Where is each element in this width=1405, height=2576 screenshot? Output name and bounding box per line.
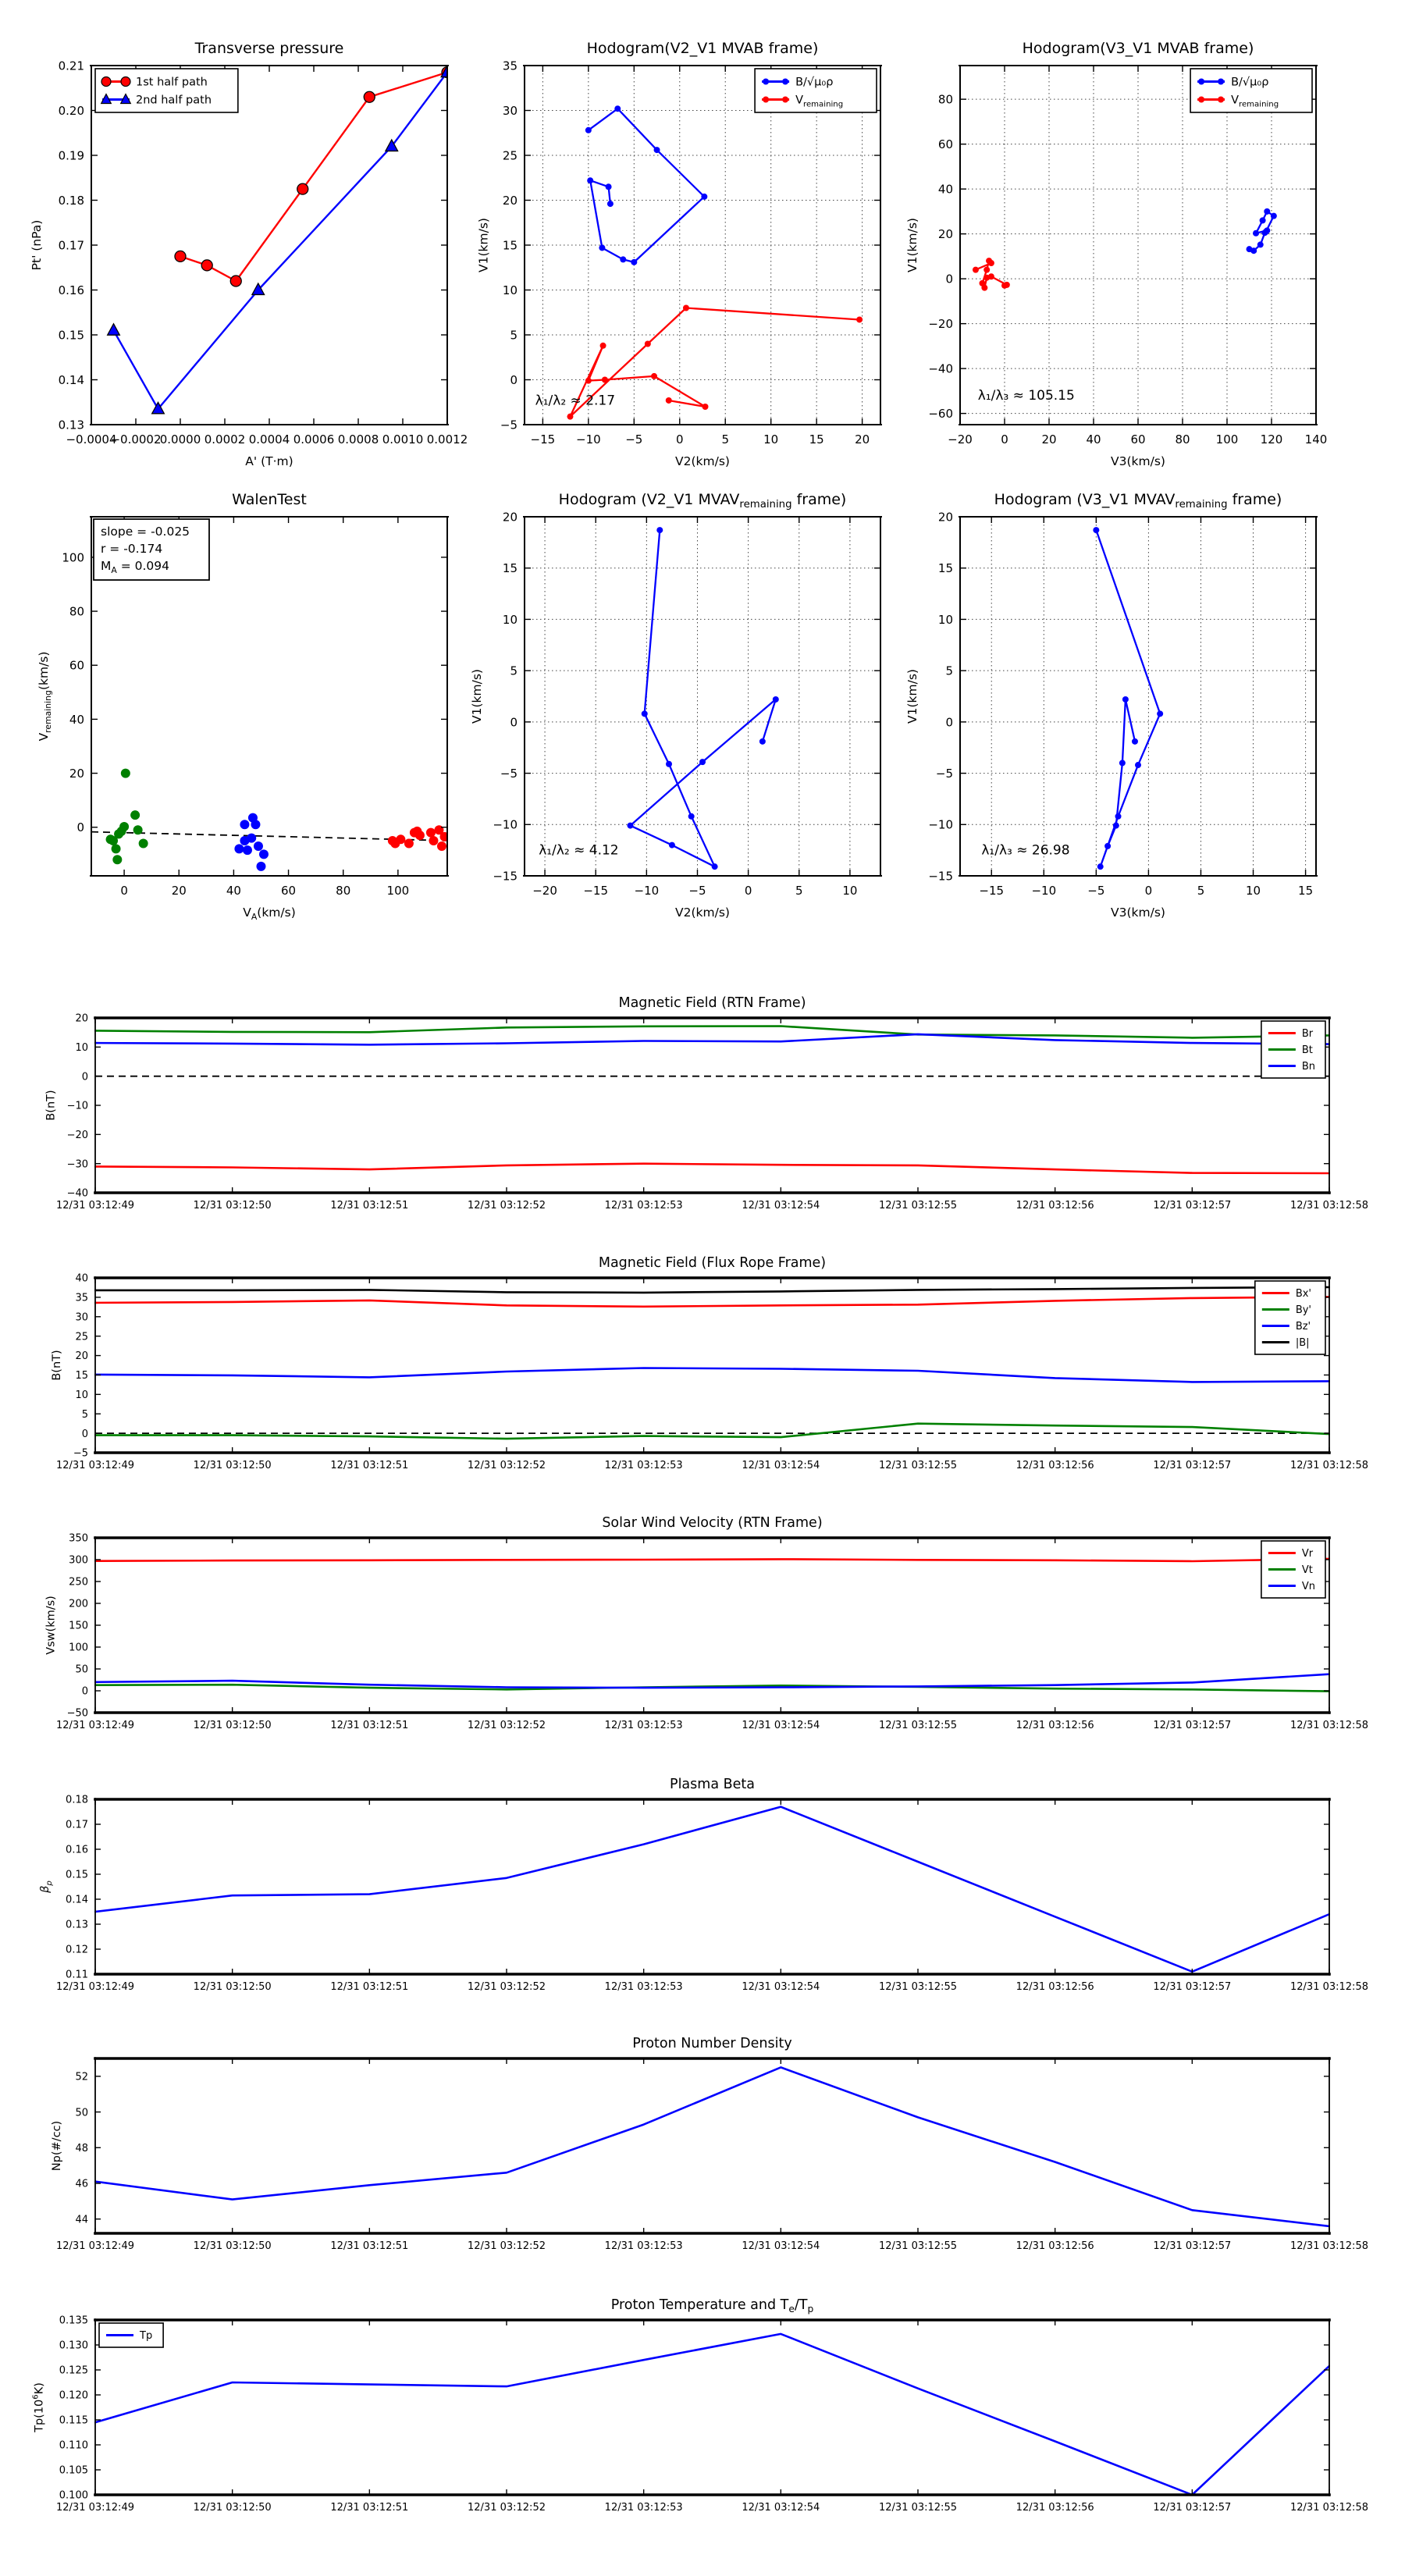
- svg-text:V2(km/s): V2(km/s): [675, 906, 730, 920]
- svg-text:15: 15: [502, 238, 518, 253]
- svg-text:λ₁/λ₃ ≈ 105.15: λ₁/λ₃ ≈ 105.15: [977, 387, 1075, 404]
- svg-text:12/31 03:12:49: 12/31 03:12:49: [56, 1720, 134, 1731]
- svg-text:−15: −15: [928, 869, 953, 884]
- svg-text:12/31 03:12:52: 12/31 03:12:52: [468, 1460, 546, 1471]
- svg-text:0.21: 0.21: [58, 59, 84, 73]
- svg-text:12/31 03:12:52: 12/31 03:12:52: [468, 1981, 546, 1993]
- svg-text:−0.0002: −0.0002: [110, 432, 162, 447]
- svg-text:−40: −40: [928, 361, 953, 376]
- svg-text:12/31 03:12:52: 12/31 03:12:52: [468, 1200, 546, 1212]
- svg-text:Bn: Bn: [1301, 1061, 1316, 1073]
- svg-text:0.120: 0.120: [59, 2389, 88, 2402]
- svg-text:V1(km/s): V1(km/s): [905, 218, 919, 272]
- svg-text:10: 10: [937, 612, 953, 627]
- svg-text:12/31 03:12:54: 12/31 03:12:54: [742, 1460, 820, 1471]
- svg-text:−10: −10: [928, 817, 953, 832]
- svg-text:52: 52: [75, 2071, 88, 2083]
- svg-text:150: 150: [69, 1620, 88, 1632]
- svg-text:0: 0: [1144, 884, 1153, 898]
- magnetic-field-rtn-panel-svg: [0, 980, 1405, 1240]
- svg-text:300: 300: [69, 1554, 88, 1567]
- svg-text:Bt: Bt: [1301, 1044, 1313, 1057]
- svg-text:V1(km/s): V1(km/s): [469, 669, 484, 724]
- svg-text:20: 20: [1041, 432, 1057, 447]
- svg-text:−5: −5: [500, 766, 518, 781]
- svg-text:B(nT): B(nT): [50, 1350, 63, 1381]
- svg-text:0.18: 0.18: [66, 1794, 88, 1806]
- svg-text:12/31 03:12:54: 12/31 03:12:54: [742, 1200, 820, 1212]
- svg-text:−20: −20: [928, 317, 953, 332]
- svg-text:−5: −5: [500, 418, 518, 432]
- svg-text:V3(km/s): V3(km/s): [1111, 454, 1165, 468]
- svg-text:80: 80: [69, 604, 84, 619]
- svg-text:2nd half path: 2nd half path: [136, 94, 212, 107]
- svg-text:1st half path: 1st half path: [136, 76, 208, 89]
- svg-text:20: 20: [937, 227, 953, 242]
- svg-text:Vremaining: $V_{remaining}$: [1231, 94, 1279, 109]
- svg-text:0: 0: [76, 820, 84, 835]
- svg-text:Transverse pressure: Transverse pressure: [194, 40, 344, 57]
- svg-text:20: 20: [502, 193, 518, 208]
- svg-text:Tp(106K): $Tp(10^6K)$: [31, 2382, 46, 2432]
- svg-text:Hodogram (V2_V1 MVAVremaining: Hodogram (V2_V1 $MVAV_{remaining}$ frame): [558, 491, 847, 511]
- svg-text:12/31 03:12:53: 12/31 03:12:53: [604, 1720, 683, 1731]
- svg-text:15: 15: [75, 1370, 88, 1382]
- svg-text:5: 5: [510, 664, 518, 678]
- svg-text:B(nT): B(nT): [44, 1090, 58, 1121]
- solar-wind-velocity-panel-svg: [0, 1500, 1405, 1759]
- svg-text:46: 46: [75, 2178, 88, 2190]
- svg-text:12/31 03:12:50: 12/31 03:12:50: [193, 1981, 272, 1993]
- solar-wind-velocity-panel: [0, 1500, 1405, 1759]
- svg-text:−10: −10: [1031, 884, 1057, 898]
- svg-text:60: 60: [69, 658, 84, 673]
- svg-text:12/31 03:12:54: 12/31 03:12:54: [742, 2502, 820, 2514]
- svg-text:0: 0: [120, 884, 128, 898]
- svg-text:λ₁/λ₂ ≈ 2.17: λ₁/λ₂ ≈ 2.17: [535, 393, 616, 409]
- svg-text:100: 100: [1215, 432, 1239, 447]
- svg-text:Bx': Bx': [1295, 1288, 1312, 1300]
- svg-text:0: 0: [510, 715, 518, 730]
- svg-text:−5: −5: [688, 884, 706, 898]
- svg-text:−5: −5: [1087, 884, 1105, 898]
- svg-text:12/31 03:12:56: 12/31 03:12:56: [1016, 1200, 1094, 1212]
- svg-text:12/31 03:12:56: 12/31 03:12:56: [1016, 1460, 1094, 1471]
- svg-text:12/31 03:12:55: 12/31 03:12:55: [879, 1460, 957, 1471]
- svg-text:0.17: 0.17: [66, 1819, 88, 1831]
- svg-text:Bz': Bz': [1295, 1321, 1311, 1333]
- svg-text:12/31 03:12:53: 12/31 03:12:53: [604, 2240, 683, 2252]
- svg-text:−50: −50: [66, 1707, 88, 1720]
- svg-text:Hodogram(V2_V1 MVAB frame): Hodogram(V2_V1 MVAB frame): [586, 40, 819, 57]
- svg-text:V2(km/s): V2(km/s): [675, 454, 730, 468]
- svg-text:0: 0: [81, 1428, 88, 1440]
- svg-text:12/31 03:12:53: 12/31 03:12:53: [604, 1460, 683, 1471]
- svg-text:15: 15: [937, 561, 953, 576]
- svg-text:5: 5: [795, 884, 803, 898]
- svg-text:12/31 03:12:50: 12/31 03:12:50: [193, 1200, 272, 1212]
- svg-text:λ₁/λ₃ ≈ 26.98: λ₁/λ₃ ≈ 26.98: [981, 842, 1070, 859]
- svg-text:0.105: 0.105: [59, 2464, 88, 2477]
- hodogram-v3v1-mvab-plot-svg: [869, 0, 1405, 490]
- svg-text:12/31 03:12:57: 12/31 03:12:57: [1153, 1720, 1232, 1731]
- svg-text:V1(km/s): V1(km/s): [476, 218, 491, 272]
- svg-text:−20: −20: [948, 432, 973, 447]
- svg-text:30: 30: [75, 1311, 88, 1324]
- svg-text:12/31 03:12:57: 12/31 03:12:57: [1153, 1981, 1232, 1993]
- svg-text:0.130: 0.130: [59, 2339, 88, 2352]
- svg-text:Solar Wind Velocity (RTN Frame: Solar Wind Velocity (RTN Frame): [602, 1515, 823, 1531]
- svg-text:50: 50: [75, 2107, 88, 2119]
- svg-text:0.13: 0.13: [58, 418, 84, 432]
- svg-text:40: 40: [1086, 432, 1101, 447]
- svg-text:12/31 03:12:49: 12/31 03:12:49: [56, 2502, 134, 2514]
- svg-text:Pt' (nPa): Pt' (nPa): [30, 219, 44, 271]
- svg-text:0.16: 0.16: [58, 283, 84, 297]
- svg-text:350: 350: [69, 1532, 88, 1545]
- svg-text:r = -0.174: r = -0.174: [101, 542, 163, 556]
- svg-text:Proton Temperature and Te/Tp: Proton Temperature and $T_e/T_p$: [610, 2297, 814, 2314]
- svg-text:12/31 03:12:53: 12/31 03:12:53: [604, 1981, 683, 1993]
- svg-text:0.14: 0.14: [66, 1894, 88, 1906]
- svg-text:Plasma Beta: Plasma Beta: [670, 1777, 755, 1792]
- svg-text:60: 60: [281, 884, 297, 898]
- svg-text:60: 60: [937, 137, 953, 152]
- svg-text:12/31 03:12:52: 12/31 03:12:52: [468, 2240, 546, 2252]
- svg-text:10: 10: [842, 884, 858, 898]
- svg-text:12/31 03:12:51: 12/31 03:12:51: [330, 1460, 409, 1471]
- svg-text:0.0010: 0.0010: [382, 432, 424, 447]
- svg-text:0.15: 0.15: [58, 328, 84, 343]
- svg-text:A' (T·m): A' (T·m): [245, 454, 293, 468]
- svg-text:Vr: Vr: [1301, 1548, 1314, 1560]
- svg-text:12/31 03:12:49: 12/31 03:12:49: [56, 1200, 134, 1212]
- svg-text:0.0006: 0.0006: [293, 432, 335, 447]
- svg-text:12/31 03:12:51: 12/31 03:12:51: [330, 1981, 409, 1993]
- svg-text:B/√μ₀ρ: B/√μ₀ρ: [795, 76, 834, 89]
- svg-text:Vsw(km/s): Vsw(km/s): [44, 1596, 58, 1655]
- svg-text:12/31 03:12:51: 12/31 03:12:51: [330, 2502, 409, 2514]
- svg-text:12/31 03:12:54: 12/31 03:12:54: [742, 1720, 820, 1731]
- svg-text:12/31 03:12:52: 12/31 03:12:52: [468, 1720, 546, 1731]
- hodogram-v2v1-mvab-plot: [433, 0, 933, 490]
- svg-text:12/31 03:12:53: 12/31 03:12:53: [604, 2502, 683, 2514]
- svg-text:Hodogram (V3_V1 MVAVremaining: Hodogram (V3_V1 $MVAV_{remaining}$ frame): [994, 491, 1282, 511]
- svg-text:12/31 03:12:56: 12/31 03:12:56: [1016, 1720, 1094, 1731]
- svg-text:12/31 03:12:57: 12/31 03:12:57: [1153, 2240, 1232, 2252]
- svg-text:5: 5: [945, 664, 953, 678]
- svg-text:By': By': [1295, 1304, 1312, 1317]
- svg-text:βp: $\beta_p$: [38, 1880, 54, 1893]
- svg-text:12/31 03:12:56: 12/31 03:12:56: [1016, 2240, 1094, 2252]
- svg-text:20: 20: [937, 510, 953, 525]
- svg-text:Magnetic Field (RTN Frame): Magnetic Field (RTN Frame): [618, 995, 806, 1011]
- svg-text:50: 50: [75, 1663, 88, 1676]
- svg-text:−15: −15: [979, 884, 1005, 898]
- svg-text:Vremaining(km/s): $V_{remaining}(km/s)$: [36, 651, 53, 742]
- svg-text:12/31 03:12:52: 12/31 03:12:52: [468, 2502, 546, 2514]
- svg-text:−20: −20: [66, 1130, 88, 1142]
- svg-text:10: 10: [75, 1389, 88, 1402]
- plasma-beta-panel-svg: [0, 1761, 1405, 2021]
- svg-text:0.115: 0.115: [59, 2414, 88, 2427]
- svg-text:12/31 03:12:50: 12/31 03:12:50: [193, 2240, 272, 2252]
- svg-text:200: 200: [69, 1598, 88, 1610]
- svg-text:Vremaining: $V_{remaining}$: [795, 94, 844, 109]
- svg-text:20: 20: [171, 884, 187, 898]
- svg-text:12/31 03:12:53: 12/31 03:12:53: [604, 1200, 683, 1212]
- svg-text:140: 140: [1304, 432, 1328, 447]
- svg-text:−10: −10: [634, 884, 660, 898]
- svg-text:48: 48: [75, 2142, 88, 2154]
- svg-text:10: 10: [75, 1042, 88, 1055]
- svg-text:−10: −10: [493, 817, 518, 832]
- magnetic-field-flux-rope-panel: [0, 1240, 1405, 1500]
- svg-text:Proton Number Density: Proton Number Density: [632, 2036, 792, 2051]
- proton-temperature-panel: [0, 2282, 1405, 2542]
- svg-text:20: 20: [75, 1350, 88, 1363]
- svg-text:0: 0: [510, 372, 518, 387]
- svg-text:slope = -0.025: slope = -0.025: [101, 525, 190, 539]
- svg-text:80: 80: [937, 92, 953, 107]
- svg-text:80: 80: [1175, 432, 1190, 447]
- svg-text:MA = 0.094: $M_A = 0.094$: [101, 559, 170, 575]
- svg-text:12/31 03:12:58: 12/31 03:12:58: [1290, 1981, 1368, 1993]
- svg-text:−40: −40: [66, 1187, 88, 1200]
- svg-text:100: 100: [386, 884, 410, 898]
- svg-text:0.16: 0.16: [66, 1844, 88, 1856]
- svg-text:10: 10: [763, 432, 779, 447]
- svg-text:12/31 03:12:49: 12/31 03:12:49: [56, 1981, 134, 1993]
- plasma-beta-panel: [0, 1761, 1405, 2021]
- svg-text:V1(km/s): V1(km/s): [905, 669, 919, 724]
- svg-text:40: 40: [75, 1272, 88, 1285]
- svg-text:0.13: 0.13: [66, 1919, 88, 1931]
- svg-text:−30: −30: [66, 1158, 88, 1171]
- magnetic-field-flux-rope-panel-svg: [0, 1240, 1405, 1500]
- svg-text:0.0012: 0.0012: [426, 432, 468, 447]
- svg-text:−0.0004: −0.0004: [66, 432, 117, 447]
- hodogram-v3v1-mvav-plot-svg: [869, 451, 1405, 941]
- svg-text:λ₁/λ₂ ≈ 4.12: λ₁/λ₂ ≈ 4.12: [539, 842, 619, 859]
- svg-text:Tp: Tp: [140, 2330, 153, 2343]
- svg-text:−15: −15: [493, 869, 518, 884]
- svg-text:−60: −60: [928, 407, 953, 422]
- svg-text:−15: −15: [583, 884, 609, 898]
- svg-text:44: 44: [75, 2214, 88, 2226]
- svg-text:12/31 03:12:55: 12/31 03:12:55: [879, 2240, 957, 2252]
- svg-text:12/31 03:12:54: 12/31 03:12:54: [742, 1981, 820, 1993]
- svg-text:12/31 03:12:56: 12/31 03:12:56: [1016, 1981, 1094, 1993]
- svg-text:0: 0: [1001, 432, 1008, 447]
- svg-text:12/31 03:12:51: 12/31 03:12:51: [330, 1200, 409, 1212]
- svg-text:0: 0: [81, 1071, 88, 1083]
- svg-text:12/31 03:12:55: 12/31 03:12:55: [879, 1720, 957, 1731]
- svg-text:12/31 03:12:50: 12/31 03:12:50: [193, 1720, 272, 1731]
- svg-text:5: 5: [721, 432, 730, 447]
- walen-test-plot-svg: [0, 451, 500, 941]
- svg-text:12/31 03:12:58: 12/31 03:12:58: [1290, 2502, 1368, 2514]
- svg-text:12/31 03:12:50: 12/31 03:12:50: [193, 1460, 272, 1471]
- svg-text:−15: −15: [530, 432, 556, 447]
- svg-text:Hodogram(V3_V1 MVAB frame): Hodogram(V3_V1 MVAB frame): [1022, 40, 1254, 57]
- svg-text:WalenTest: WalenTest: [232, 491, 307, 508]
- svg-text:12/31 03:12:58: 12/31 03:12:58: [1290, 1200, 1368, 1212]
- svg-text:0.15: 0.15: [66, 1869, 88, 1881]
- svg-text:15: 15: [1298, 884, 1314, 898]
- transverse-pressure-plot: [0, 0, 500, 490]
- svg-text:35: 35: [502, 59, 518, 73]
- svg-text:35: 35: [75, 1292, 88, 1304]
- svg-text:0.11: 0.11: [66, 1969, 88, 1981]
- svg-text:12/31 03:12:51: 12/31 03:12:51: [330, 1720, 409, 1731]
- svg-text:12/31 03:12:51: 12/31 03:12:51: [330, 2240, 409, 2252]
- svg-text:0.0004: 0.0004: [248, 432, 290, 447]
- svg-text:0.18: 0.18: [58, 193, 84, 208]
- svg-text:5: 5: [510, 328, 518, 343]
- hodogram-v3v1-mvab-plot: [869, 0, 1405, 490]
- svg-text:0.14: 0.14: [58, 372, 84, 387]
- svg-text:0.0002: 0.0002: [204, 432, 246, 447]
- svg-text:12/31 03:12:57: 12/31 03:12:57: [1153, 1200, 1232, 1212]
- svg-text:Br: Br: [1301, 1028, 1314, 1041]
- svg-text:V3(km/s): V3(km/s): [1111, 906, 1165, 920]
- svg-text:0.0008: 0.0008: [337, 432, 379, 447]
- svg-text:12/31 03:12:58: 12/31 03:12:58: [1290, 1460, 1368, 1471]
- svg-text:80: 80: [336, 884, 351, 898]
- proton-temperature-panel-svg: [0, 2282, 1405, 2542]
- svg-text:−20: −20: [532, 884, 557, 898]
- svg-text:Vn: Vn: [1301, 1581, 1316, 1593]
- svg-text:5: 5: [1197, 884, 1205, 898]
- svg-text:12/31 03:12:58: 12/31 03:12:58: [1290, 2240, 1368, 2252]
- svg-text:12/31 03:12:55: 12/31 03:12:55: [879, 1981, 957, 1993]
- svg-text:20: 20: [69, 766, 84, 781]
- hodogram-v2v1-mvav-plot: [433, 451, 933, 941]
- svg-text:12/31 03:12:57: 12/31 03:12:57: [1153, 2502, 1232, 2514]
- svg-text:−5: −5: [935, 766, 953, 781]
- svg-text:40: 40: [226, 884, 241, 898]
- svg-text:0.135: 0.135: [59, 2314, 88, 2327]
- svg-text:12/31 03:12:55: 12/31 03:12:55: [879, 2502, 957, 2514]
- walen-test-plot: [0, 451, 500, 941]
- svg-text:10: 10: [1245, 884, 1261, 898]
- proton-number-density-panel: [0, 2020, 1405, 2280]
- svg-text:−10: −10: [576, 432, 601, 447]
- svg-text:0: 0: [81, 1685, 88, 1698]
- svg-text:60: 60: [1130, 432, 1146, 447]
- svg-text:20: 20: [75, 1012, 88, 1025]
- svg-text:B/√μ₀ρ: B/√μ₀ρ: [1231, 76, 1269, 89]
- svg-text:40: 40: [69, 712, 84, 727]
- svg-text:0: 0: [675, 432, 684, 447]
- svg-text:|B|: |B|: [1295, 1337, 1310, 1350]
- svg-text:0.12: 0.12: [66, 1944, 88, 1956]
- svg-text:0: 0: [744, 884, 752, 898]
- svg-text:−5: −5: [73, 1447, 88, 1460]
- svg-text:VA(km/s): $V_A(km/s)$: [243, 906, 296, 922]
- svg-text:25: 25: [75, 1331, 88, 1343]
- svg-text:12/31 03:12:54: 12/31 03:12:54: [742, 2240, 820, 2252]
- svg-text:15: 15: [502, 561, 518, 576]
- svg-text:0.110: 0.110: [59, 2439, 88, 2452]
- svg-text:−5: −5: [625, 432, 643, 447]
- svg-text:0.100: 0.100: [59, 2489, 88, 2502]
- svg-text:100: 100: [62, 550, 84, 565]
- svg-text:40: 40: [937, 182, 953, 197]
- svg-text:12/31 03:12:55: 12/31 03:12:55: [879, 1200, 957, 1212]
- svg-text:12/31 03:12:49: 12/31 03:12:49: [56, 1460, 134, 1471]
- svg-text:5: 5: [81, 1408, 88, 1421]
- svg-text:10: 10: [502, 612, 518, 627]
- svg-text:25: 25: [502, 148, 518, 163]
- svg-text:0.125: 0.125: [59, 2364, 88, 2377]
- svg-text:20: 20: [855, 432, 870, 447]
- hodogram-v3v1-mvav-plot: [869, 451, 1405, 941]
- svg-text:250: 250: [69, 1576, 88, 1589]
- svg-text:12/31 03:12:56: 12/31 03:12:56: [1016, 2502, 1094, 2514]
- svg-text:0.20: 0.20: [58, 103, 84, 118]
- svg-text:0.0000: 0.0000: [159, 432, 201, 447]
- svg-text:120: 120: [1260, 432, 1283, 447]
- svg-text:0: 0: [945, 272, 953, 286]
- svg-text:15: 15: [809, 432, 824, 447]
- svg-text:20: 20: [502, 510, 518, 525]
- hodogram-v2v1-mvav-plot-svg: [433, 451, 933, 941]
- svg-text:30: 30: [502, 103, 518, 118]
- svg-text:Vt: Vt: [1301, 1564, 1313, 1577]
- svg-text:0: 0: [945, 715, 953, 730]
- svg-text:Magnetic Field (Flux Rope Fram: Magnetic Field (Flux Rope Frame): [598, 1255, 827, 1271]
- magnetic-field-rtn-panel: [0, 980, 1405, 1240]
- svg-text:12/31 03:12:50: 12/31 03:12:50: [193, 2502, 272, 2514]
- svg-text:100: 100: [69, 1642, 88, 1654]
- proton-number-density-panel-svg: [0, 2020, 1405, 2280]
- svg-text:10: 10: [502, 283, 518, 297]
- svg-text:12/31 03:12:58: 12/31 03:12:58: [1290, 1720, 1368, 1731]
- hodogram-v2v1-mvab-plot-svg: [433, 0, 933, 490]
- transverse-pressure-plot-svg: [0, 0, 500, 490]
- svg-text:0.19: 0.19: [58, 148, 84, 163]
- svg-text:Np(#/cc): Np(#/cc): [50, 2120, 63, 2172]
- svg-text:0.17: 0.17: [58, 238, 84, 253]
- svg-text:−10: −10: [66, 1100, 88, 1112]
- svg-text:12/31 03:12:57: 12/31 03:12:57: [1153, 1460, 1232, 1471]
- svg-text:12/31 03:12:49: 12/31 03:12:49: [56, 2240, 134, 2252]
